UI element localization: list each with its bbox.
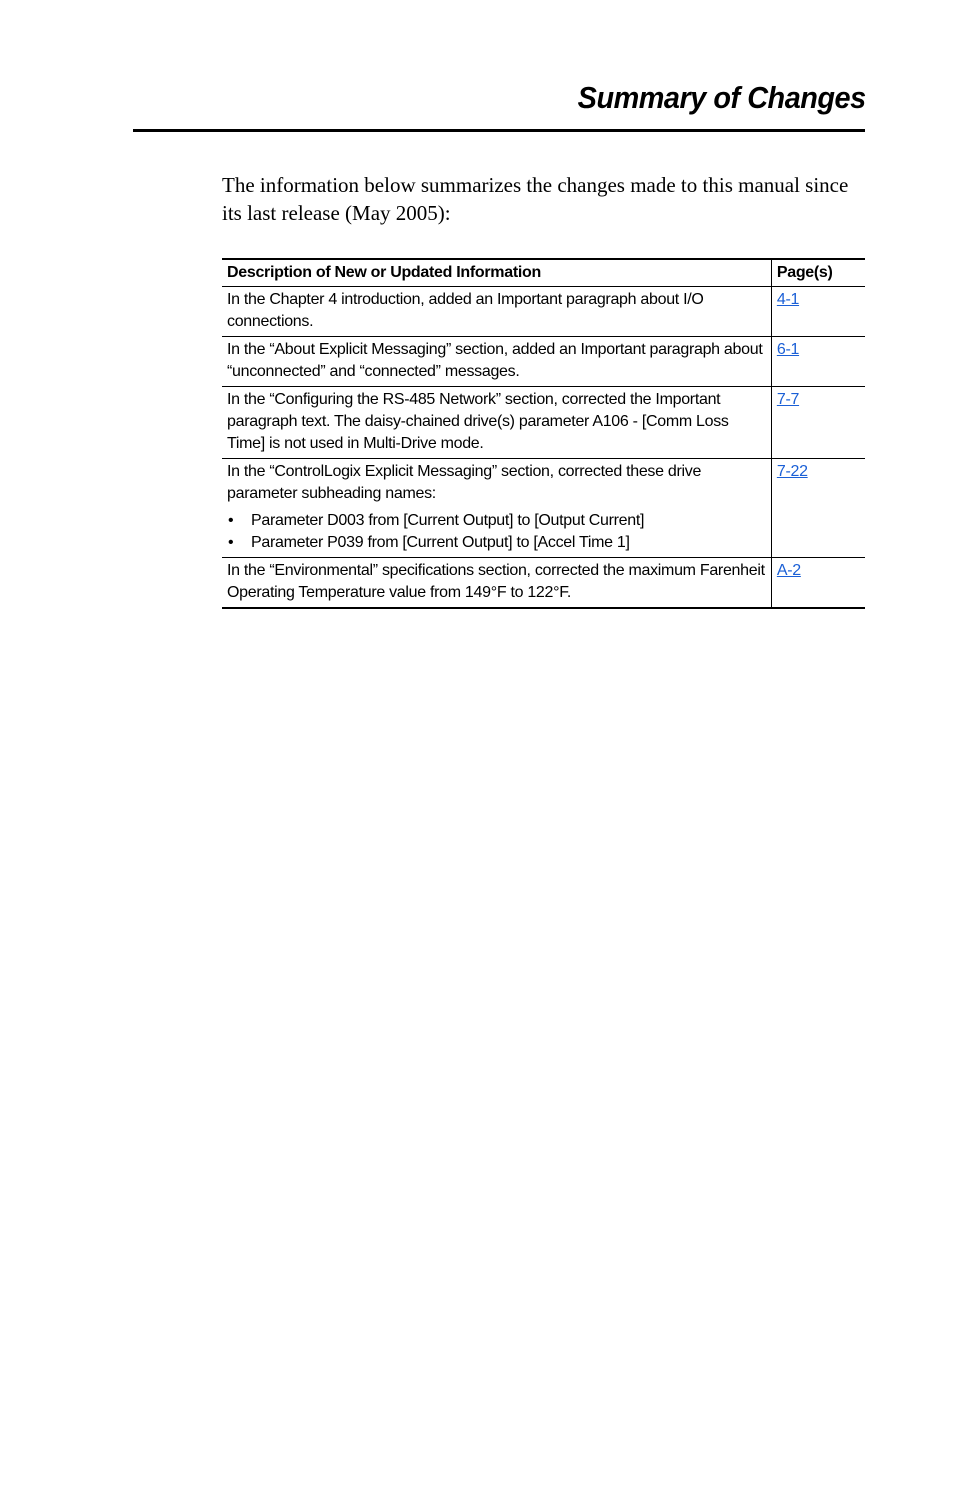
table-row bbox=[222, 337, 865, 387]
bullet-list bbox=[227, 510, 766, 554]
page-link[interactable]: 7-7 bbox=[776, 391, 800, 408]
change-description: In the “Environmental” specifications section, corrected the maximum Farenheit Operating Temperature value from 149°F to 122°F. bbox=[222, 558, 771, 609]
table-row bbox=[222, 558, 865, 609]
intro-paragraph: The information below summarizes the changes made to this manual since its last release (May 2005): bbox=[222, 173, 849, 225]
page-cell bbox=[771, 287, 865, 337]
page-cell bbox=[771, 558, 865, 609]
table-row bbox=[222, 387, 865, 459]
page-title: Summary of Changes bbox=[577, 80, 866, 115]
title-rule bbox=[133, 129, 865, 132]
change-description: In the “Configuring the RS-485 Network” section, corrected the Important paragraph text. The daisy-chained drive(s) parameter A106 - [Comm Loss Time] is not used in Multi-Drive mode. bbox=[222, 387, 771, 459]
change-description: In the Chapter 4 introduction, added an Important paragraph about I/O connections. bbox=[222, 287, 771, 337]
table-row bbox=[222, 459, 865, 558]
description-column-header: Description of New or Updated Information bbox=[222, 259, 771, 287]
bullet-icon: • bbox=[228, 512, 234, 529]
page-cell bbox=[771, 387, 865, 459]
page-link[interactable]: 7-22 bbox=[776, 463, 808, 480]
bullet-item bbox=[227, 510, 766, 532]
change-description-cell bbox=[222, 459, 771, 558]
change-description: In the “ControlLogix Explicit Messaging” section, corrected these drive parameter subheading names: bbox=[227, 463, 702, 502]
table-header-row bbox=[222, 259, 865, 287]
bullet-item bbox=[227, 532, 766, 554]
page-link[interactable]: 4-1 bbox=[776, 291, 800, 308]
change-description: In the “About Explicit Messaging” section, added an Important paragraph about “unconnected” and “connected” messages. bbox=[222, 337, 771, 387]
pages-column-header: Page(s) bbox=[776, 264, 833, 281]
changes-table bbox=[222, 258, 865, 609]
bullet-text: Parameter P039 from [Current Output] to [Accel Time 1] bbox=[251, 534, 630, 551]
page-link[interactable]: 6-1 bbox=[776, 341, 800, 358]
bullet-text: Parameter D003 from [Current Output] to [Output Current] bbox=[251, 512, 645, 529]
page-link[interactable]: A-2 bbox=[776, 562, 801, 579]
bullet-icon: • bbox=[228, 534, 234, 551]
page-cell bbox=[771, 337, 865, 387]
table-row bbox=[222, 287, 865, 337]
page-cell bbox=[771, 459, 865, 558]
